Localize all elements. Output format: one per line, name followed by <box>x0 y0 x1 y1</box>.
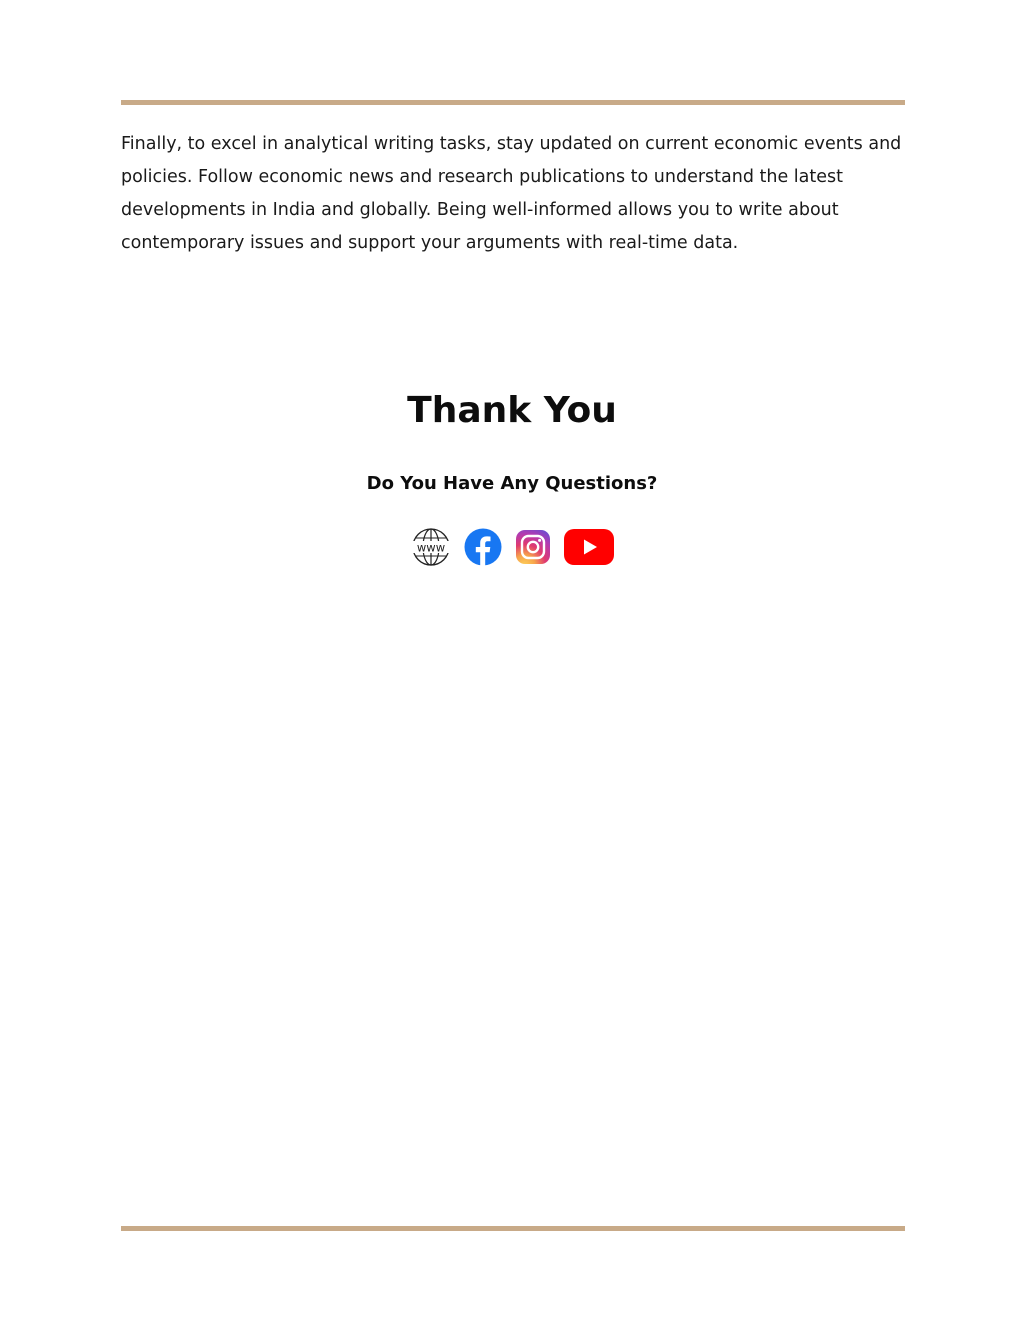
facebook-icon[interactable] <box>464 527 502 567</box>
instagram-icon[interactable] <box>515 527 551 567</box>
thank-you-heading: Thank You <box>407 390 617 431</box>
website-icon[interactable] <box>410 527 452 567</box>
website-icon-text: www <box>416 540 446 555</box>
youtube-icon[interactable] <box>563 527 615 567</box>
top-divider <box>121 100 905 105</box>
questions-subheading: Do You Have Any Questions? <box>366 473 658 494</box>
bottom-divider <box>121 1226 905 1231</box>
closing-paragraph: Finally, to excel in analytical writing tasks, stay updated on current economic events and policies. Follow economic news and research publications to understand the latest developments in India and globally. Being well-informed allows you to write about contemporary issues and support your arguments with real-time data. <box>121 134 902 253</box>
social-links <box>0 527 1024 567</box>
